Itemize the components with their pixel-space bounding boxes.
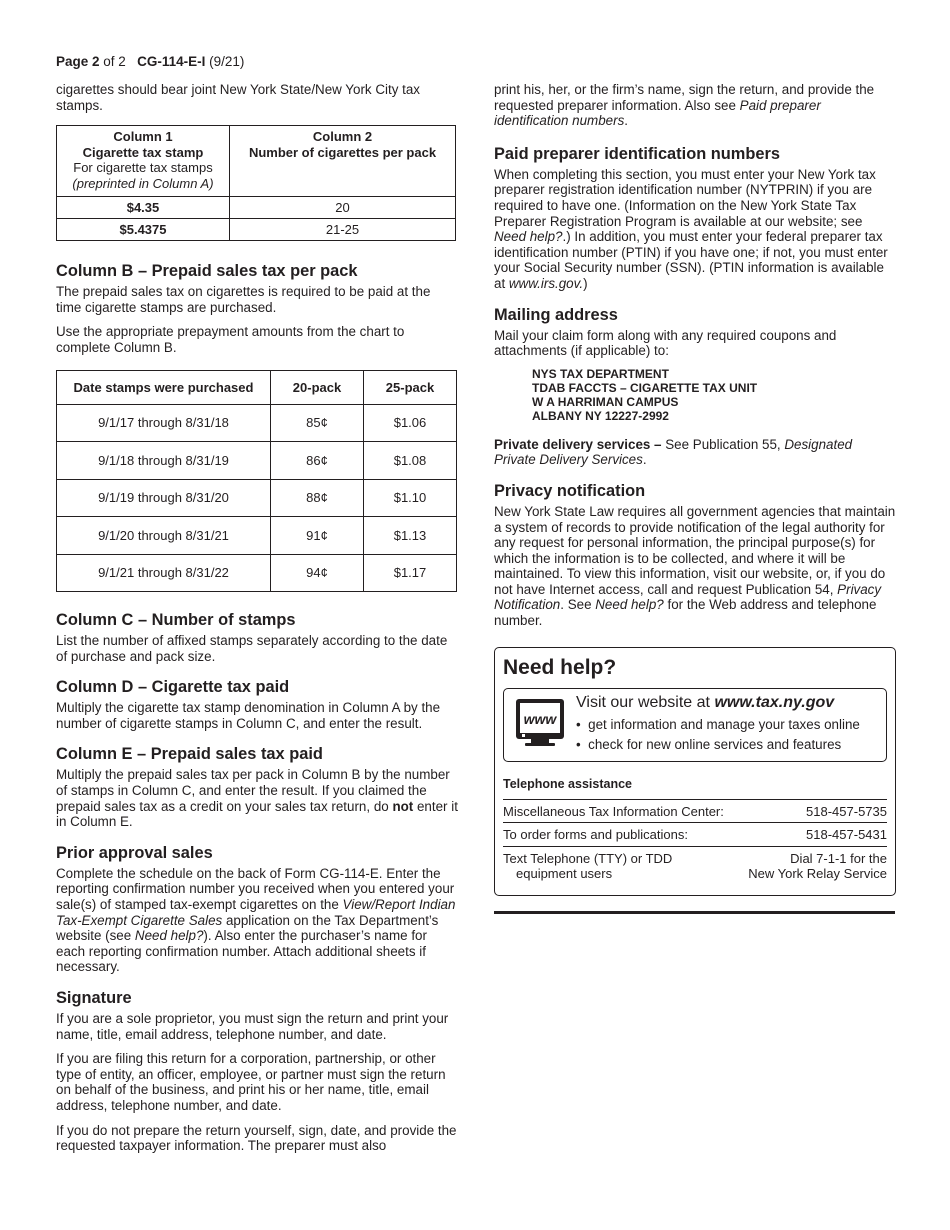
form-revision: (9/21) <box>205 54 245 69</box>
table-cell: 88¢ <box>271 479 364 517</box>
table-row <box>57 442 457 480</box>
preparer-continued-text: print his, her, or the firm’s name, sign the return, and provide the requested preparer information. Also see Paid preparer identification numbers. <box>494 82 875 129</box>
mailing-address-text: Mail your claim form along with any required coupons and attachments (if applicable) to: <box>494 327 837 359</box>
table-cell: $1.17 <box>364 554 457 592</box>
column-b-text-2: Use the appropriate prepayment amounts from the chart to complete Column B. <box>56 324 405 355</box>
mailing-address-block: NYS TAX DEPARTMENT TDAB FACCTS – CIGARETTE TAX UNIT W A HARRIMAN CAMPUS ALBANY NY 12227-2992 <box>532 366 758 423</box>
privacy-text: New York State Law requires all government agencies that maintain a system of records to provide notification of the legal authority for any request for personal information, the principal purpose(s) for which the information is to be collected, and where it will be maintained. To view this information, visit our website, or, if you do not have Internet access, call and request Publication 54, Privacy Notification. See Need help? for the Web address and telephone number. <box>494 503 896 629</box>
table-cell: $1.08 <box>364 442 457 480</box>
left-column <box>56 82 458 1163</box>
page-header <box>56 54 244 69</box>
column-d-heading: Column D – Cigarette tax paid <box>56 678 290 697</box>
private-delivery-text: Private delivery services – See Publication 55, Designated Private Delivery Services. <box>494 436 853 468</box>
table-row <box>57 197 456 219</box>
phone-row: Text Telephone (TTY) or TDD equipment users Dial 7-1-1 for the New York Relay Service <box>503 846 887 885</box>
table-header: Date stamps were purchased <box>57 370 271 404</box>
table-row <box>57 479 457 517</box>
table-cell: $1.06 <box>364 404 457 442</box>
table-header: 20-pack <box>271 370 364 404</box>
table-cell: 85¢ <box>271 404 364 442</box>
prior-approval-heading: Prior approval sales <box>56 843 213 862</box>
column-b-heading: Column B – Prepaid sales tax per pack <box>56 262 358 281</box>
mailing-address-heading: Mailing address <box>494 305 618 324</box>
table-cell: 21-25 <box>230 219 456 241</box>
stamp-table <box>56 125 456 241</box>
table-cell: $1.13 <box>364 517 457 555</box>
table-cell: 9/1/20 through 8/31/21 <box>57 517 271 555</box>
stamp-table-col2-header: Column 2 Number of cigarettes per pack <box>230 126 456 197</box>
table-cell: 9/1/19 through 8/31/20 <box>57 479 271 517</box>
table-row <box>57 517 457 555</box>
column-e-heading: Column E – Prepaid sales tax paid <box>56 745 323 764</box>
privacy-heading: Privacy notification <box>494 481 646 500</box>
prior-approval-text: Complete the schedule on the back of Form CG-114-E. Enter the reporting confirmation number you received when you entered your sale(s) of stamped tax-exempt cigarettes on the View/Report Indian Tax-Exempt Cigarette Sales application on the Tax Department’s website (see Need help?). Also enter the purchaser’s name for each reporting confirmation number. Attach additional sheets if necessary. <box>56 865 456 975</box>
table-cell: 20 <box>230 197 456 219</box>
table-row <box>57 219 456 241</box>
www-icon-label: www <box>523 710 557 727</box>
stamp-table-col1-header: Column 1 Cigarette tax stamp For cigarette tax stamps (preprinted in Column A) <box>57 126 230 197</box>
visit-website-text: Visit our website at www.tax.ny.gov <box>576 693 835 711</box>
table-cell: 9/1/21 through 8/31/22 <box>57 554 271 592</box>
table-cell: 91¢ <box>271 517 364 555</box>
page-total: of 2 <box>99 54 126 69</box>
phone-row: Miscellaneous Tax Information Center: 518-457-5735 <box>503 799 887 823</box>
prepaid-tax-table <box>56 370 457 593</box>
signature-text-1: If you are a sole proprietor, you must sign the return and print your name, title, email address, telephone number, and date. <box>56 1010 449 1042</box>
divider-rule <box>494 911 895 914</box>
table-cell: 94¢ <box>271 554 364 592</box>
telephone-heading: Telephone assistance <box>503 776 632 791</box>
form-number: CG-114-E-I <box>137 54 206 69</box>
computer-monitor-icon <box>514 697 566 749</box>
list-item: • check for new online services and features <box>576 736 842 752</box>
table-cell: 9/1/17 through 8/31/18 <box>57 404 271 442</box>
table-header: 25-pack <box>364 370 457 404</box>
preparer-id-heading: Paid preparer identification numbers <box>494 144 780 163</box>
table-cell: 9/1/18 through 8/31/19 <box>57 442 271 480</box>
signature-heading: Signature <box>56 988 132 1007</box>
column-c-heading: Column C – Number of stamps <box>56 611 296 630</box>
need-help-box <box>494 647 896 896</box>
intro-text: cigarettes should bear joint New York State/New York City tax stamps. <box>56 82 420 113</box>
table-cell: $1.10 <box>364 479 457 517</box>
website-box <box>503 688 887 762</box>
phone-row: To order forms and publications: 518-457-5431 <box>503 822 887 846</box>
signature-text-2: If you are filing this return for a corporation, partnership, or other type of entity, an officer, employee, or partner must sign the return on behalf of the business, and print his or her name, title, email address, telephone number, and date. <box>56 1051 446 1113</box>
table-cell: 86¢ <box>271 442 364 480</box>
column-c-text: List the number of affixed stamps separately according to the date of purchase and pack size. <box>56 633 448 664</box>
page-number: Page 2 <box>56 54 100 69</box>
list-item: • get information and manage your taxes online <box>576 716 860 732</box>
preparer-id-text: When completing this section, you must enter your New York tax preparer registration identification number (NYTPRIN) if you are required to have one. (Information on the New York State Tax Preparer Registration Program is available at our website; see Need help?.) In addition, you must enter your federal preparer tax identification number (PTIN) if you have one; if not, you must enter your Social Security number (SSN). (PTIN information is available at www.irs.gov.) <box>494 166 888 291</box>
table-row <box>57 404 457 442</box>
table-cell: $5.4375 <box>57 219 230 241</box>
website-link[interactable]: www.tax.ny.gov <box>714 693 835 711</box>
column-b-text: The prepaid sales tax on cigarettes is required to be paid at the time cigarette stamps are purchased. <box>56 284 431 315</box>
right-column <box>494 82 896 896</box>
need-help-title: Need help? <box>503 655 617 679</box>
column-e-text: Multiply the prepaid sales tax per pack in Column B by the number of stamps in Column C, and enter the result. If you claimed the prepaid sales tax as a credit on your sales tax return, do not enter it in Column E. <box>56 767 458 830</box>
column-d-text: Multiply the cigarette tax stamp denomination in Column A by the number of cigarette stamps in Column C, and enter the result. <box>56 700 441 731</box>
signature-text-3: If you do not prepare the return yourself, sign, date, and provide the requested taxpayer information. The preparer must also <box>56 1122 457 1154</box>
table-row <box>57 554 457 592</box>
table-cell: $4.35 <box>57 197 230 219</box>
